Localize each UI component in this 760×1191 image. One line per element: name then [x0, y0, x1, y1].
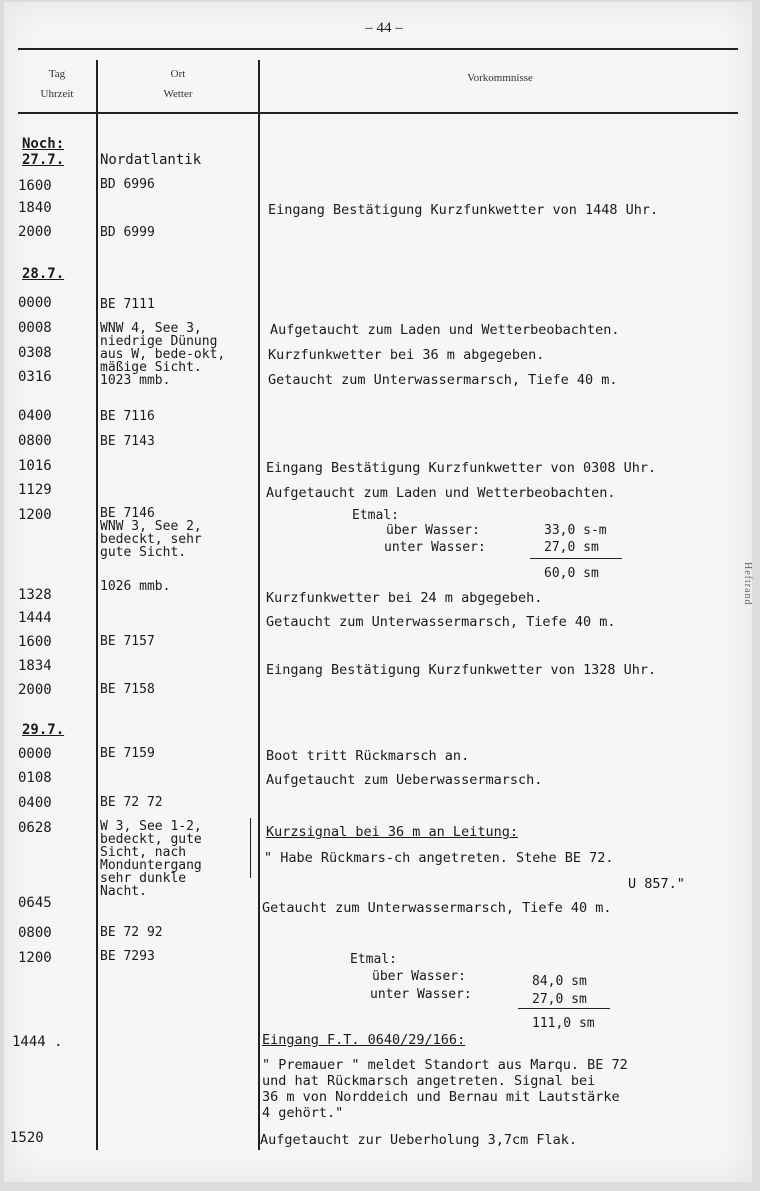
header-ort-line2: Wetter: [163, 88, 193, 100]
date-28-7: 28.7.: [22, 266, 65, 282]
time-entry: 1834: [18, 658, 52, 674]
header-tag: [18, 64, 96, 104]
event: Aufgetaucht zum Laden und Wetterbeobachten.: [270, 322, 620, 338]
margin-label: Heftrand: [742, 562, 753, 606]
time-entry: 2000: [18, 682, 52, 698]
location: BE 72 72: [100, 795, 163, 810]
header-ort-line1: Ort: [170, 68, 186, 80]
time-entry: 1520: [10, 1130, 44, 1146]
event: Getaucht zum Unterwassermarsch, Tiefe 40 m.: [266, 614, 616, 630]
location: BE 72 92: [100, 925, 163, 940]
event: Boot tritt Rückmarsch an.: [266, 748, 470, 764]
time-entry: 0400: [18, 408, 52, 424]
pressure: 1026 mmb.: [100, 579, 171, 594]
location: BE 7159: [100, 746, 155, 761]
location: BE 7143: [100, 434, 155, 449]
time-entry: 1200: [18, 507, 52, 523]
ft-heading: Eingang F.T. 0640/29/166:: [262, 1032, 466, 1048]
etmal-over-value: 84,0 sm: [532, 974, 587, 989]
etmal-sum-rule: [530, 558, 622, 559]
time-entry: 0316: [18, 369, 52, 385]
weather: WNW 4, See 3, niedrige Dünung aus W, bede-okt, mäßige Sicht. 1023 mmb.: [100, 321, 226, 388]
etmal-total: 60,0 sm: [544, 566, 599, 581]
etmal-total: 111,0 sm: [532, 1016, 595, 1031]
time-entry: 0008: [18, 320, 52, 336]
ft-text: " Premauer " meldet Standort aus Marqu. BE 72 und hat Rückmarsch angetreten. Signal bei 36 m von Norddeich und Bernau mit Lautstärke 4 gehört.": [262, 1057, 628, 1121]
event: Kurzfunkwetter bei 24 m abgegebeh.: [266, 590, 543, 606]
etmal-over-label: über Wasser:: [386, 523, 480, 538]
time-entry: 1200: [18, 950, 52, 966]
time-entry: 0000: [18, 746, 52, 762]
signal-text: " Habe Rückmars-ch angetreten. Stehe BE 72.: [264, 850, 614, 866]
etmal-label: Etmal:: [350, 952, 397, 967]
location: Nordatlantik: [100, 152, 202, 168]
event: Getaucht zum Unterwassermarsch, Tiefe 40 m.: [262, 900, 612, 916]
etmal-over-value: 33,0 s-m: [544, 523, 607, 538]
signal-heading: Kurzsignal bei 36 m an Leitung:: [266, 824, 518, 840]
time-entry: 1600: [18, 178, 52, 194]
etmal-under-value: 27,0 sm: [532, 992, 587, 1007]
location: BE 7111: [100, 297, 155, 312]
etmal-under-label: unter Wasser:: [384, 540, 486, 555]
time-entry: 1016: [18, 458, 52, 474]
etmal-under-value: 27,0 sm: [544, 540, 599, 555]
etmal-over-label: über Wasser:: [372, 969, 466, 984]
location: BE 7157: [100, 634, 155, 649]
event: Eingang Bestätigung Kurzfunkwetter von 0308 Uhr.: [266, 460, 657, 476]
header-rule: [18, 112, 738, 114]
time-entry: 0000: [18, 295, 52, 311]
etmal-under-label: unter Wasser:: [370, 987, 472, 1002]
signal-bracket: [250, 818, 251, 878]
time-entry: 1328: [18, 587, 52, 603]
column-divider-1: [96, 60, 98, 1150]
etmal-label: Etmal:: [352, 508, 399, 523]
signal-text-signature: U 857.": [628, 876, 685, 892]
event: Aufgetaucht zum Ueberwassermarsch.: [266, 772, 543, 788]
location: BD 6999: [100, 225, 155, 240]
time-entry: 1444: [18, 610, 52, 626]
time-entry: 0645: [18, 895, 52, 911]
time-entry: 0308: [18, 345, 52, 361]
header-tag-line2: Uhrzeit: [40, 88, 74, 100]
location: BE 7116: [100, 409, 155, 424]
event: Eingang Bestätigung Kurzfunkwetter von 1448 Uhr.: [268, 202, 659, 218]
date-noch: Noch: 27.7.: [22, 136, 65, 168]
page-number: – 44 –: [365, 20, 403, 36]
time-entry: 1600: [18, 634, 52, 650]
weather: BE 7146 WNW 3, See 2, bedeckt, sehr gute Sicht.: [100, 506, 202, 560]
header-tag-line1: Tag: [48, 68, 66, 80]
column-divider-2: [258, 60, 260, 1150]
date-29-7: 29.7.: [22, 722, 65, 738]
location: BE 7158: [100, 682, 155, 697]
header-vorkommnisse: Vorkommnisse: [467, 72, 533, 84]
event: Kurzfunkwetter bei 36 m abgegeben.: [268, 347, 545, 363]
top-rule: [18, 48, 738, 50]
time-entry: 0800: [18, 925, 52, 941]
event: Getaucht zum Unterwassermarsch, Tiefe 40 m.: [268, 372, 618, 388]
location: BD 6996: [100, 177, 155, 192]
time-entry: 0800: [18, 433, 52, 449]
event: Eingang Bestätigung Kurzfunkwetter von 1328 Uhr.: [266, 662, 657, 678]
time-entry: 1840: [18, 200, 52, 216]
time-entry: 1444 .: [12, 1034, 63, 1050]
time-entry: 0628: [18, 820, 52, 836]
time-entry: 2000: [18, 224, 52, 240]
time-entry: 1129: [18, 482, 52, 498]
event: Aufgetaucht zum Laden und Wetterbeobachten.: [266, 485, 616, 501]
header-ort: [98, 64, 258, 104]
time-entry: 0400: [18, 795, 52, 811]
etmal-sum-rule: [518, 1008, 610, 1009]
location: BE 7293: [100, 949, 155, 964]
document-page: [4, 2, 752, 1182]
event: Aufgetaucht zur Ueberholung 3,7cm Flak.: [260, 1132, 577, 1148]
weather: W 3, See 1-2, bedeckt, gute Sicht, nach Monduntergang sehr dunkle Nacht.: [100, 819, 202, 899]
time-entry: 0108: [18, 770, 52, 786]
